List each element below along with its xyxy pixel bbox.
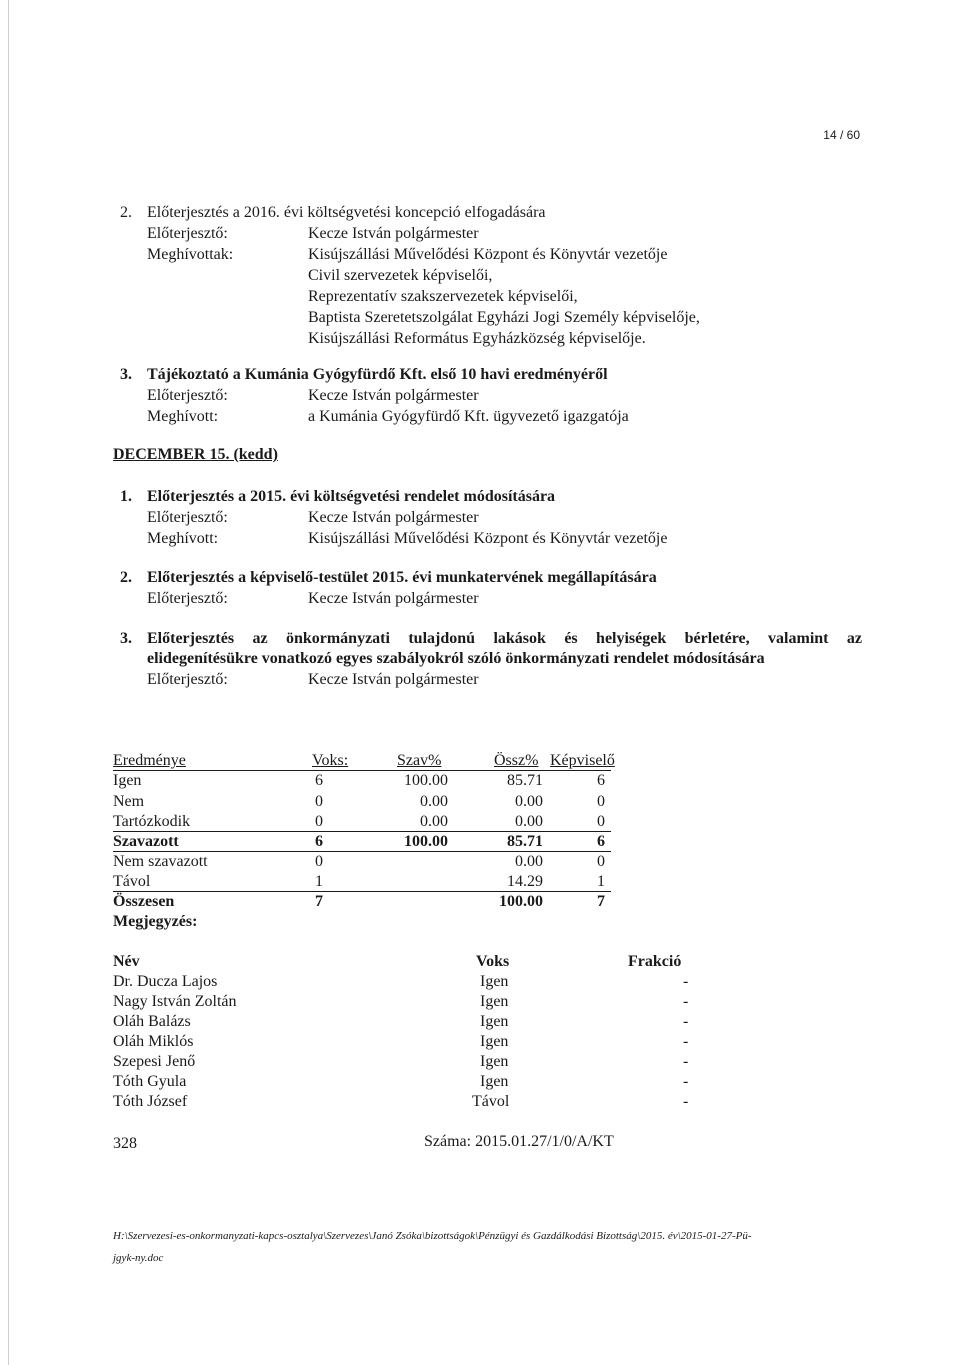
result-kepviselo: 0 bbox=[597, 793, 605, 810]
vote-header-name: Név bbox=[113, 953, 140, 970]
vote-frakcio: - bbox=[683, 1033, 689, 1050]
presenter-value: Kecze István polgármester bbox=[308, 509, 479, 526]
vote-frakcio: - bbox=[683, 1073, 689, 1090]
invitee-value: Civil szervezetek képviselői, bbox=[308, 267, 493, 284]
result-label: Tartózkodik bbox=[113, 813, 191, 830]
file-path-line2: jgyk-ny.doc bbox=[113, 1252, 164, 1264]
result-kepviselo: 7 bbox=[597, 893, 605, 910]
result-header-kepviselo: Képviselő bbox=[550, 752, 615, 769]
result-szav: 0.00 bbox=[420, 813, 448, 830]
vote-value: Távol bbox=[472, 1093, 510, 1110]
presenter-value: Kecze István polgármester bbox=[308, 671, 479, 688]
result-kepviselo: 6 bbox=[597, 833, 605, 850]
vote-name: Oláh Miklós bbox=[113, 1033, 194, 1050]
vote-value: Igen bbox=[480, 1013, 509, 1030]
result-kepviselo: 1 bbox=[597, 873, 605, 890]
presenter-label: Előterjesztő: bbox=[147, 509, 228, 526]
agenda-item-title-line2: elidegenítésükre vonatkozó egyes szabályokról szóló önkormányzati rendelet módosítására bbox=[147, 650, 765, 667]
invitee-value: Baptista Szeretetszolgálat Egyházi Jogi Személy képviselője, bbox=[308, 309, 700, 326]
agenda-item-title: Előterjesztés a 2015. évi költségvetési rendelet módosítására bbox=[147, 488, 556, 505]
presenter-label: Előterjesztő: bbox=[147, 387, 228, 404]
result-voks: 0 bbox=[315, 793, 323, 810]
result-voks: 6 bbox=[315, 772, 323, 789]
vote-value: Igen bbox=[480, 1073, 509, 1090]
vote-value: Igen bbox=[480, 1053, 509, 1070]
agenda-item-title: Előterjesztés a képviselő-testület 2015. évi munkatervének megállapítására bbox=[147, 569, 657, 586]
agenda-item-number: 3. bbox=[120, 366, 132, 383]
result-label: Nem szavazott bbox=[113, 853, 208, 870]
result-label: Igen bbox=[113, 772, 142, 789]
invitee-label: Meghívott: bbox=[147, 530, 219, 547]
presenter-value: Kecze István polgármester bbox=[308, 590, 479, 607]
result-label: Távol bbox=[113, 873, 151, 890]
invitee-value: Kisújszállási Református Egyházközség képviselője. bbox=[308, 330, 646, 347]
result-voks: 7 bbox=[315, 893, 323, 910]
footer-number: Száma: 2015.01.27/1/0/A/KT bbox=[424, 1133, 614, 1150]
footer-left: 328 bbox=[113, 1135, 137, 1152]
invitee-value: a Kumánia Gyógyfürdő Kft. ügyvezető igazgatója bbox=[308, 408, 629, 425]
agenda-item-number: 2. bbox=[120, 204, 132, 221]
file-path-line1: H:\Szervezesi-es-onkormanyzati-kapcs-osztalya\Szervezes\Janó Zsóka\bizottságok\Pénzügyi és Gazdálkodási Bizottság\2015. év\2015-01-27-Pü- bbox=[113, 1230, 752, 1242]
agenda-item-number: 1. bbox=[120, 488, 132, 505]
invitee-label: Meghívott: bbox=[147, 408, 219, 425]
result-label: Összesen bbox=[113, 893, 175, 910]
scan-edge-line bbox=[8, 0, 9, 1365]
invitees-label: Meghívottak: bbox=[147, 246, 234, 263]
vote-value: Igen bbox=[480, 1033, 509, 1050]
result-kepviselo: 0 bbox=[597, 853, 605, 870]
result-ossz: 85.71 bbox=[507, 833, 543, 850]
result-kepviselo: 6 bbox=[597, 772, 605, 789]
date-heading: DECEMBER 15. (kedd) bbox=[113, 446, 278, 463]
vote-name: Oláh Balázs bbox=[113, 1013, 191, 1030]
vote-name: Tóth József bbox=[113, 1093, 188, 1110]
row-rule bbox=[113, 891, 611, 892]
result-label: Szavazott bbox=[113, 833, 179, 850]
agenda-item-title: Tájékoztató a Kumánia Gyógyfürdő Kft. első 10 havi eredményéről bbox=[147, 366, 608, 383]
agenda-item-title-line1: Előterjesztés az önkormányzati tulajdonú lakások és helyiségek bérletére, valamint az bbox=[147, 630, 862, 647]
vote-frakcio: - bbox=[683, 973, 689, 990]
vote-frakcio: - bbox=[683, 1013, 689, 1030]
presenter-value: Kecze István polgármester bbox=[308, 225, 479, 242]
vote-value: Igen bbox=[480, 973, 509, 990]
result-szav: 100.00 bbox=[404, 833, 448, 850]
vote-name: Dr. Ducza Lajos bbox=[113, 973, 218, 990]
invitee-value: Kisújszállási Művelődési Központ és Könyvtár vezetője bbox=[308, 530, 668, 547]
row-rule bbox=[113, 831, 611, 832]
vote-header-voks: Voks bbox=[476, 953, 510, 970]
page-number: 14 / 60 bbox=[823, 128, 860, 142]
vote-header-frakcio: Frakció bbox=[628, 953, 682, 970]
result-ossz: 85.71 bbox=[507, 772, 543, 789]
vote-name: Nagy István Zoltán bbox=[113, 993, 237, 1010]
presenter-value: Kecze István polgármester bbox=[308, 387, 479, 404]
result-ossz: 14.29 bbox=[507, 873, 543, 890]
header-rule bbox=[113, 770, 611, 771]
presenter-label: Előterjesztő: bbox=[147, 590, 228, 607]
result-ossz: 0.00 bbox=[515, 853, 543, 870]
result-kepviselo: 0 bbox=[597, 813, 605, 830]
vote-value: Igen bbox=[480, 993, 509, 1010]
presenter-label: Előterjesztő: bbox=[147, 671, 228, 688]
row-rule bbox=[113, 851, 611, 852]
invitee-value: Reprezentatív szakszervezetek képviselői, bbox=[308, 288, 578, 305]
note-label: Megjegyzés: bbox=[113, 913, 198, 930]
result-ossz: 100.00 bbox=[499, 893, 543, 910]
result-voks: 6 bbox=[315, 833, 323, 850]
vote-name: Tóth Gyula bbox=[113, 1073, 187, 1090]
agenda-item-title: Előterjesztés a 2016. évi költségvetési koncepció elfogadására bbox=[147, 204, 546, 221]
vote-frakcio: - bbox=[683, 993, 689, 1010]
result-header-ossz: Össz% bbox=[494, 752, 539, 769]
result-szav: 100.00 bbox=[404, 772, 448, 789]
result-ossz: 0.00 bbox=[515, 813, 543, 830]
agenda-item-number: 3. bbox=[120, 630, 132, 647]
vote-frakcio: - bbox=[683, 1053, 689, 1070]
invitee-value: Kisújszállási Művelődési Központ és Könyvtár vezetője bbox=[308, 246, 668, 263]
result-voks: 0 bbox=[315, 853, 323, 870]
result-label: Nem bbox=[113, 793, 145, 810]
vote-name: Szepesi Jenő bbox=[113, 1053, 196, 1070]
presenter-label: Előterjesztő: bbox=[147, 225, 228, 242]
result-header-szav: Szav% bbox=[397, 752, 442, 769]
agenda-item-number: 2. bbox=[120, 569, 132, 586]
vote-frakcio: - bbox=[683, 1093, 689, 1110]
result-header-label: Eredménye bbox=[113, 752, 186, 769]
result-voks: 0 bbox=[315, 813, 323, 830]
result-szav: 0.00 bbox=[420, 793, 448, 810]
result-voks: 1 bbox=[315, 873, 323, 890]
result-header-voks: Voks: bbox=[312, 752, 349, 769]
result-ossz: 0.00 bbox=[515, 793, 543, 810]
